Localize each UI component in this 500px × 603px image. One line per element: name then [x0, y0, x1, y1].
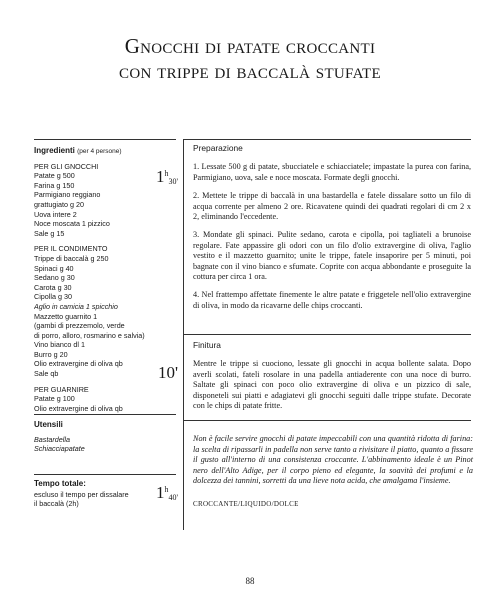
total-time-marker: [156, 481, 178, 507]
guarnire-heading: PER GUARNIRE: [34, 384, 89, 394]
ingredient-item: di porro, alloro, rosmarino e salvia): [34, 330, 145, 340]
utensili-heading: Utensili: [34, 420, 63, 429]
finitura-top-rule: [183, 334, 471, 335]
ingredient-item: Aglio in camicia 1 spicchio: [34, 301, 118, 311]
utensil-item: Schiacciapatate: [34, 444, 85, 454]
ingredient-item: Noce moscata 1 pizzico: [34, 219, 110, 229]
ingredients-column: [34, 146, 164, 419]
ingredient-item: Cipolla g 30: [34, 292, 72, 302]
prep-step: 2. Mettete le trippe di baccalà in una bastardella e fatele dissalare sotto un filo di acqua corrente per almeno 2 ore. Ricavatene quindi dei quadrati regolari di cm 2 x 2, eliminando l'eccedente.: [193, 191, 471, 222]
ingredient-item: grattugiato g 20: [34, 199, 84, 209]
ingredient-item: Spinaci g 40: [34, 263, 74, 273]
ingredient-item: Vino bianco dl 1: [34, 340, 86, 350]
ingredients-heading: [34, 146, 164, 157]
gnocchi-heading: PER GLI GNOCCHI: [34, 161, 99, 171]
prep-step: 3. Mondate gli spinaci. Pulite sedano, carota e cipolla, poi tagliateli a brunoise regolare. Fate appassire gli odori con un filo d'olio extravergine di oliva, l'aglio vestito e il mazzetto guarnito; unite le trippe, fatele insaporire per 5 minuti, poi bagnate con il vino bianco e sfumate. Coprite con acqua abbondante e proseguite la cottura per circa 1 ora.: [193, 230, 471, 282]
page-number: 88: [245, 576, 255, 586]
recipe-title-line-2: con trippe di baccalà stufate: [119, 59, 381, 83]
utensili-section: [34, 420, 164, 454]
ingredient-item: Olio extravergine di oliva qb: [34, 359, 123, 369]
finitura-heading: Finitura: [193, 340, 221, 350]
tempo-note: escluso il tempo per dissalare: [34, 489, 129, 499]
finitura-text: Mentre le trippe si cuociono, lessate gli gnocchi in acqua bollente salata. Dopo averli scolati, fateli rosolare in una padella antiaderente con una noce di burro. Saltate gli spinaci con poco olio extravergine di oliva e un pizzico di sale, disponeteli sui piatti e adagiatevi gli gnocchi seguiti dalle trippe stufate. Decorate con le chips di patate fritte.: [193, 359, 471, 411]
ingredient-item: (gambi di prezzemolo, verde: [34, 321, 125, 331]
wine-pairing-note: Non è facile servire gnocchi di patate impeccabili con una quantità ridotta di farina: la scelta di ripassarli in padella non serve tanto a rivisitare il piatto, quanto a fissare il gusto all'interno di una consistenza croccante. L'abbinamento ideale è un Pinot nero dell'Alto Adige, per il corpo pieno ed elegante, la soavità dei profumi e la dolcezza dei tannini, sorretti da una lieve nota acida, che amalgama l'insieme.: [193, 434, 473, 486]
flavour-tag: CROCCANTE/LIQUIDO/DOLCE: [193, 500, 299, 508]
recipe-title-line-1: Gnocchi di patate croccanti: [124, 34, 376, 58]
condimento-group: [34, 244, 164, 378]
ingredient-item: Patate g 500: [34, 171, 75, 181]
total-time-hours: 1: [156, 483, 165, 502]
preparazione-top-rule: [183, 139, 471, 140]
prep-time-unit: h: [164, 169, 169, 178]
ingredient-item: Sale qb: [34, 369, 59, 379]
tempo-heading: Tempo totale:: [34, 479, 86, 488]
servings-note: (per 4 persone): [77, 148, 122, 155]
condimento-heading: PER IL CONDIMENTO: [34, 244, 108, 254]
ingredient-item: Olio extravergine di oliva qb: [34, 403, 123, 413]
preparazione-heading: Preparazione: [193, 143, 243, 153]
ingredient-item: Farina g 150: [34, 180, 75, 190]
gnocchi-group: [34, 162, 164, 239]
ingredients-heading-text: Ingredienti: [34, 146, 75, 155]
prep-time-marker: [156, 165, 178, 191]
prep-step: 4. Nel frattempo affettate finemente le altre patate e friggetele nell'olio extravergine di oliva, in modo da ricavarne delle chips croccanti.: [193, 290, 471, 310]
ingredient-item: Carota g 30: [34, 282, 72, 292]
tempo-top-rule: [34, 474, 176, 475]
guarnire-group: [34, 385, 164, 414]
finish-time-marker: 10': [158, 363, 179, 382]
utensil-item: Bastardella: [34, 434, 70, 444]
preparazione-section: [193, 143, 471, 319]
tempo-note: il baccalà (2h): [34, 499, 79, 509]
prep-time-minutes: 30': [168, 177, 178, 186]
ingredient-item: Sedano g 30: [34, 273, 75, 283]
prep-step: 1. Lessate 500 g di patate, sbucciatele e schiacciatele; impastate la purea con farina, Parmigiano, uova, sale e noce moscata. Formate degli gnocchi.: [193, 162, 471, 182]
ingredient-item: Parmigiano reggiano: [34, 190, 101, 200]
ingredients-top-rule: [34, 139, 176, 140]
total-time-minutes: 40': [168, 493, 178, 502]
ingredient-item: Sale g 15: [34, 228, 65, 238]
ingredient-item: Burro g 20: [34, 349, 68, 359]
finitura-section: [193, 340, 471, 419]
ingredient-item: Uova intere 2: [34, 209, 77, 219]
ingredient-item: Patate g 100: [34, 394, 75, 404]
ingredient-item: Trippe di baccalà g 250: [34, 253, 109, 263]
tempo-section: [34, 479, 164, 509]
ingredient-item: Mazzetto guarnito 1: [34, 311, 98, 321]
column-divider: [183, 140, 184, 530]
recipe-title: [0, 34, 500, 84]
total-time-unit: h: [164, 485, 169, 494]
note-top-rule: [183, 420, 471, 421]
prep-time-hours: 1: [156, 167, 165, 186]
